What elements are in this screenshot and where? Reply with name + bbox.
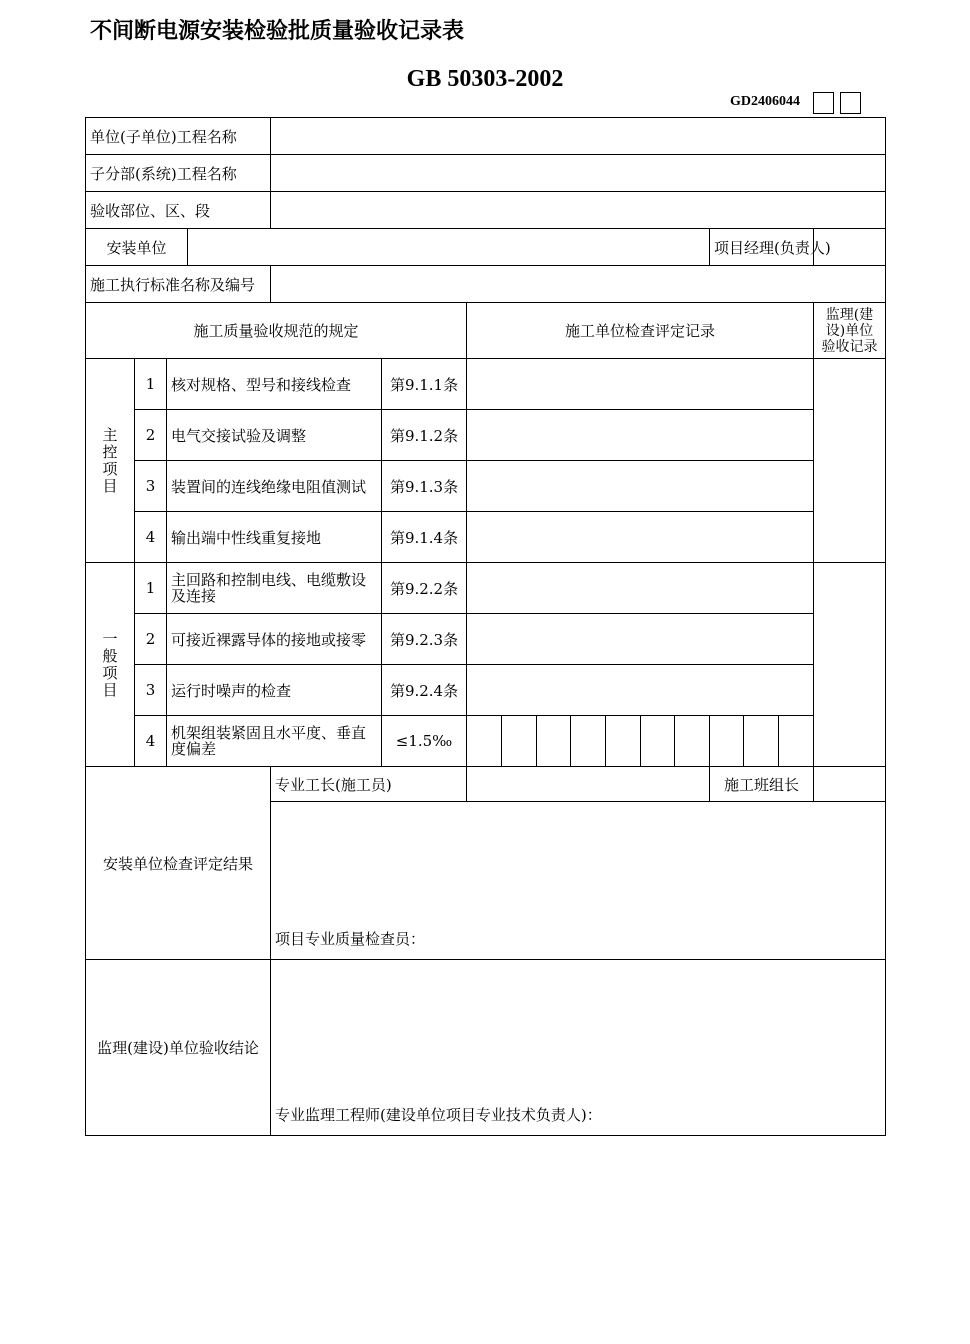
supervisor-engineer-label[interactable]: 专业监理工程师(建设单位项目专业技术负责人)： [271,960,886,1136]
unit-project-label: 单位(子单位)工程名称 [86,118,271,155]
main-item-no: 1 [135,359,167,410]
install-result-label: 安装单位检查评定结果 [86,767,271,960]
code-box-2[interactable] [840,92,861,114]
main-item-record[interactable] [467,512,814,563]
general-item-desc: 运行时噪声的检查 [167,665,382,716]
general-item-desc: 可接近裸露导体的接地或接零 [167,614,382,665]
main-items-label: 主控项目 [86,359,135,563]
main-item-no: 4 [135,512,167,563]
main-item-desc: 核对规格、型号和接线检查 [167,359,382,410]
record-header: 施工单位检查评定记录 [467,303,814,359]
foreman-value[interactable] [467,767,710,802]
team-leader-value[interactable] [814,767,886,802]
general-item-no: 4 [135,716,167,767]
standard-number: GB 50303-2002 [406,66,564,92]
main-item-no: 2 [135,410,167,461]
main-item-record[interactable] [467,410,814,461]
form-title: 不间断电源安装检验批质量验收记录表 [90,19,465,44]
deviation-measurement-cells [467,716,814,767]
general-item-record[interactable] [467,614,814,665]
supervisor-header: 监理(建设)单位 验收记录 [814,303,886,359]
general-item-record[interactable] [467,563,814,614]
main-item-record[interactable] [467,461,814,512]
measurement-cell[interactable] [675,716,710,766]
sub-project-label: 子分部(系统)工程名称 [86,155,271,192]
general-item-clause: 第9.2.2条 [382,563,467,614]
install-unit-value[interactable] [188,229,710,266]
form-code: GD2406044 [730,94,800,109]
inspection-form-table [85,117,886,1136]
location-value[interactable] [271,192,886,229]
main-item-desc: 电气交接试验及调整 [167,410,382,461]
general-item-clause: 第9.2.4条 [382,665,467,716]
install-unit-label: 安装单位 [86,229,188,266]
standard-name-value[interactable] [271,266,886,303]
main-item-clause: 第9.1.1条 [382,359,467,410]
general-item-no: 3 [135,665,167,716]
measurement-cell[interactable] [605,716,640,766]
general-item-no: 2 [135,614,167,665]
main-item-record[interactable] [467,359,814,410]
measurement-cell[interactable] [467,716,502,766]
general-items-supervisor-record[interactable] [814,563,886,767]
project-manager-label: 项目经理(负责人) [710,229,814,266]
code-box-1[interactable] [813,92,834,114]
general-item-clause: ≤1.5‰ [382,716,467,767]
main-item-desc: 输出端中性线重复接地 [167,512,382,563]
foreman-label: 专业工长(施工员) [271,767,467,802]
measurement-cell[interactable] [778,716,813,766]
team-leader-label: 施工班组长 [710,767,814,802]
main-item-no: 3 [135,461,167,512]
general-item-record[interactable] [467,665,814,716]
main-item-clause: 第9.1.3条 [382,461,467,512]
measurement-cell[interactable] [536,716,571,766]
location-label: 验收部位、区、段 [86,192,271,229]
general-item-clause: 第9.2.3条 [382,614,467,665]
main-item-clause: 第9.1.2条 [382,410,467,461]
measurement-cell[interactable] [744,716,779,766]
supervisor-conclusion-label: 监理(建设)单位验收结论 [86,960,271,1136]
sub-project-value[interactable] [271,155,886,192]
general-items-label: 一般项目 [86,563,135,767]
measurement-cell[interactable] [640,716,675,766]
unit-project-value[interactable] [271,118,886,155]
quality-inspector-label[interactable]: 项目专业质量检查员： [271,802,886,960]
general-item-desc: 主回路和控制电线、电缆敷设及连接 [167,563,382,614]
main-items-supervisor-record[interactable] [814,359,886,563]
measurement-cell[interactable] [502,716,537,766]
spec-header: 施工质量验收规范的规定 [86,303,467,359]
measurement-cell[interactable] [571,716,606,766]
main-item-clause: 第9.1.4条 [382,512,467,563]
standard-name-label: 施工执行标准名称及编号 [86,266,271,303]
general-item-no: 1 [135,563,167,614]
main-item-desc: 装置间的连线绝缘电阻值测试 [167,461,382,512]
general-item-desc: 机架组装紧固且水平度、垂直度偏差 [167,716,382,767]
measurement-cell[interactable] [709,716,744,766]
